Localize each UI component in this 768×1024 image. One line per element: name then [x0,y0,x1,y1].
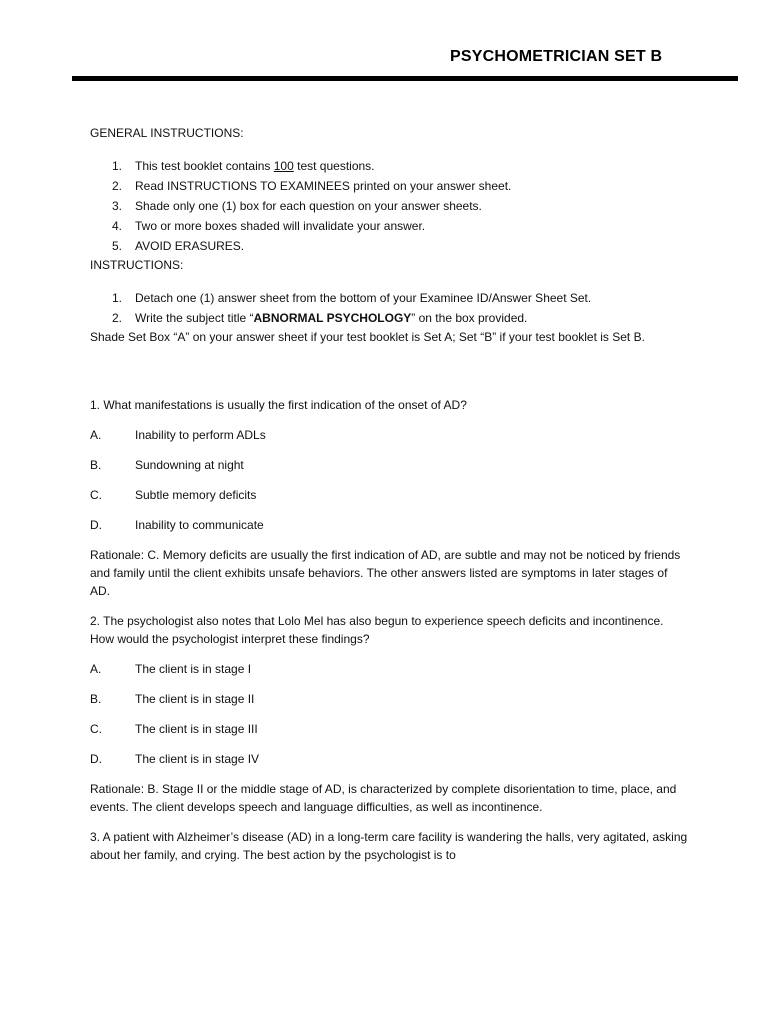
question-3 [90,828,690,864]
option-letter: A. [90,662,102,676]
list-item-text: test questions. [293,159,375,173]
list-item-number: 1. [112,159,123,173]
option-letter: D. [90,752,102,766]
option-letter: C. [90,722,102,736]
answer-option [90,456,690,474]
list-item [90,216,690,236]
option-letter: D. [90,518,102,532]
instructions-heading: INSTRUCTIONS: [90,258,184,272]
rationale-text: Rationale: C. Memory deficits are usually the first indication of AD, are subtle and may not be noticed by friends and family until the client exhibits unsafe behaviors. The other answers listed are symptoms in later stages of AD. [90,548,681,598]
list-item [90,156,690,176]
question-text: 3. A patient with Alzheimer’s disease (AD) in a long-term care facility is wandering the halls, very agitated, asking about her family, and crying. The best action by the psychologist is to [90,830,688,862]
list-item [90,236,690,256]
option-text: The client is in stage I [135,662,252,676]
answer-option [90,720,690,738]
list-item-number: 3. [112,199,123,213]
option-letter: C. [90,488,102,502]
answer-option [90,750,690,768]
list-item-number: 4. [112,219,123,233]
general-instructions-list [90,156,690,256]
document-body [90,124,690,876]
answer-option [90,690,690,708]
answer-option [90,660,690,678]
list-item-text: This test booklet contains [135,159,274,173]
option-letter: A. [90,428,102,442]
list-item-number: 2. [112,311,123,325]
list-item-number: 1. [112,291,123,305]
list-item-text: Shade only one (1) box for each question on your answer sheets. [135,199,482,213]
option-text: Inability to perform ADLs [135,428,266,442]
question-1 [90,396,690,600]
shade-set-note: Shade Set Box “A” on your answer sheet if your test booklet is Set A; Set “B” if your test booklet is Set B. [90,330,645,344]
option-text: The client is in stage IV [135,752,260,766]
question-text: 2. The psychologist also notes that Lolo Mel has also begun to experience speech deficits and incontinence. How would the psychologist interpret these findings? [90,614,664,646]
list-item-text: Detach one (1) answer sheet from the bottom of your Examinee ID/Answer Sheet Set. [135,291,592,305]
list-item-text: AVOID ERASURES. [135,239,245,253]
answer-option [90,486,690,504]
list-item [90,196,690,216]
list-item-number: 5. [112,239,123,253]
option-letter: B. [90,458,102,472]
list-item-text: Read INSTRUCTIONS TO EXAMINEES printed on your answer sheet. [135,179,512,193]
rationale-text: Rationale: B. Stage II or the middle stage of AD, is characterized by complete disorientation to time, place, and events. The client develops speech and language difficulties, as well as incontinence. [90,782,677,814]
answer-option [90,516,690,534]
question-text: 1. What manifestations is usually the first indication of the onset of AD? [90,398,467,412]
instructions-list [90,288,690,328]
list-item [90,288,690,308]
document-title: PSYCHOMETRICIAN SET B [450,48,663,65]
option-text: The client is in stage III [135,722,258,736]
option-text: Sundowning at night [135,458,244,472]
list-item-text: ” on the box provided. [411,311,528,325]
option-text: Subtle memory deficits [135,488,257,502]
question-2 [90,612,690,816]
list-item-text: Two or more boxes shaded will invalidate your answer. [135,219,426,233]
subject-title: ABNORMAL PSYCHOLOGY [253,311,412,325]
option-letter: B. [90,692,102,706]
option-text: Inability to communicate [135,518,264,532]
list-item-number: 2. [112,179,123,193]
list-item-text: Write the subject title “ [135,311,254,325]
list-item [90,308,690,328]
general-instructions-heading: GENERAL INSTRUCTIONS: [90,126,244,140]
list-item [90,176,690,196]
title-rule [72,76,738,81]
answer-option [90,426,690,444]
question-count: 100 [273,159,294,173]
option-text: The client is in stage II [135,692,255,706]
